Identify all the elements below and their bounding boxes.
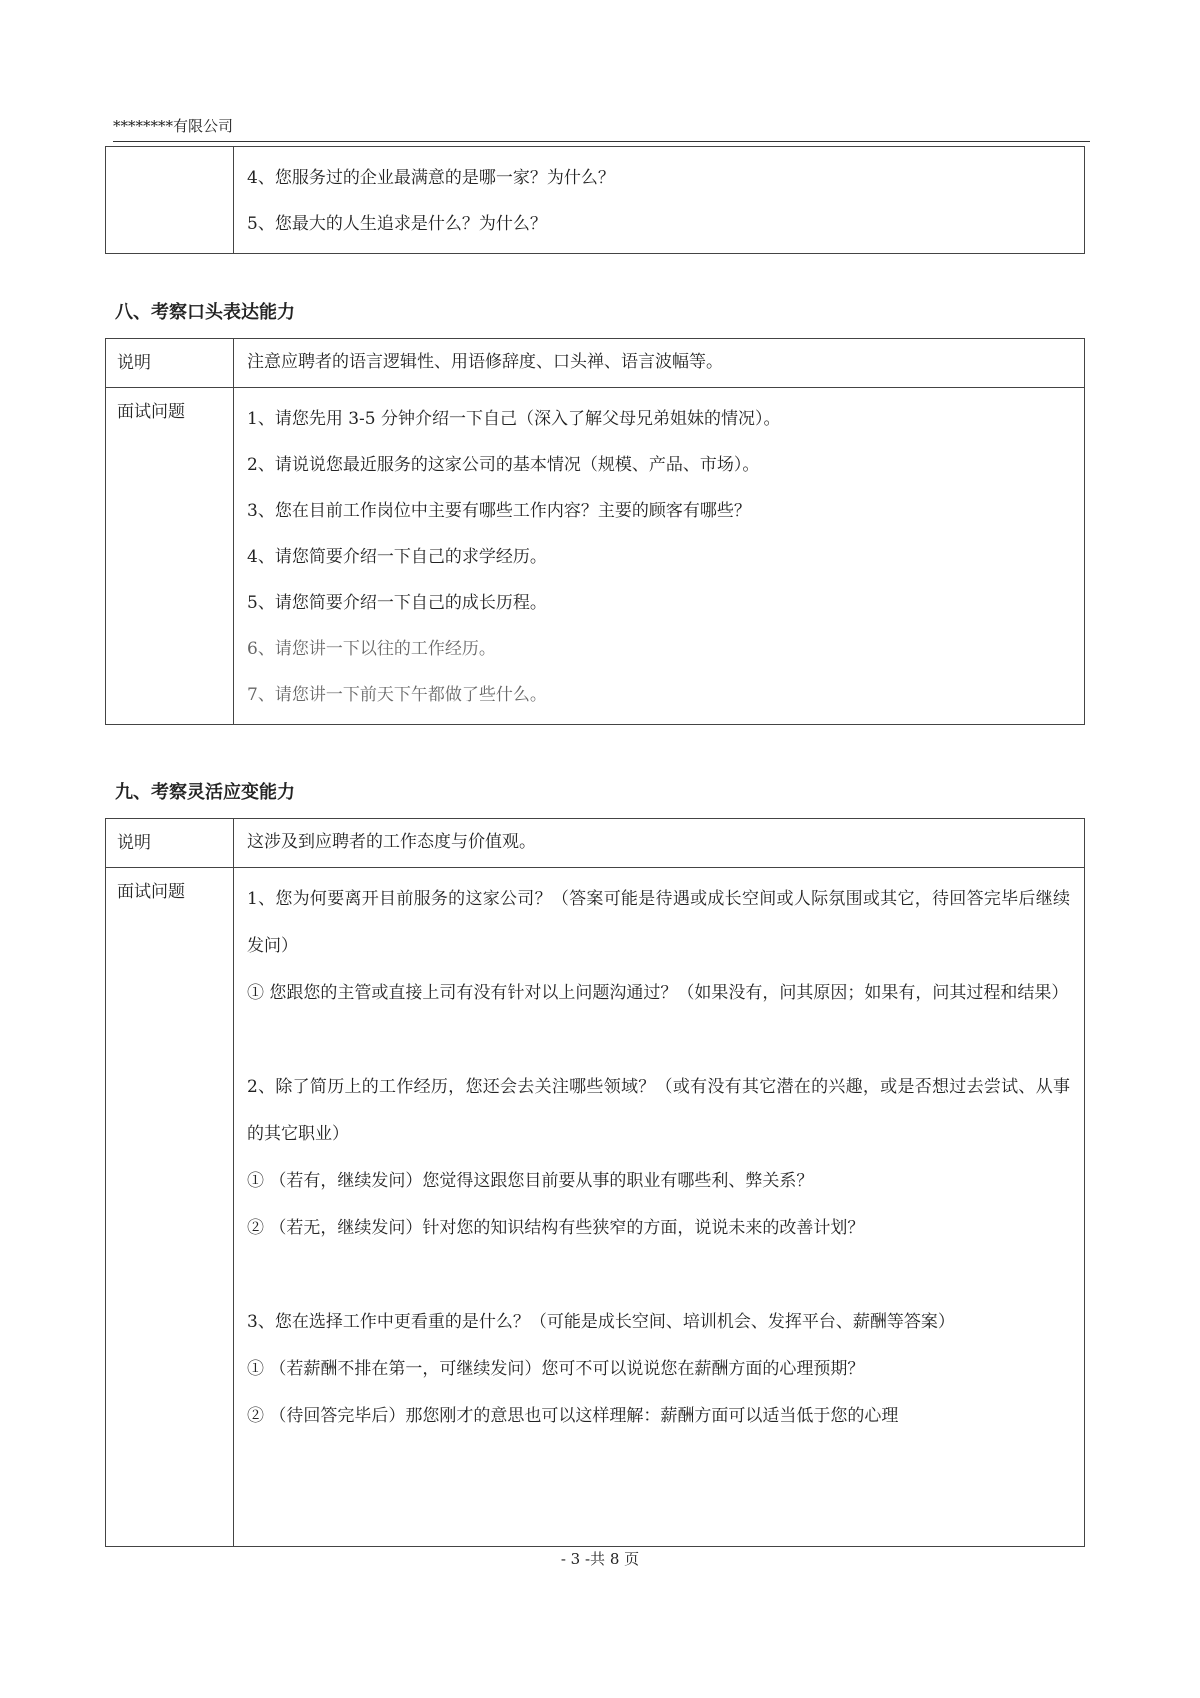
follow-up-paragraph: ② （待回答完毕后）那您刚才的意思也可以这样理解：薪酬方面可以适当低于您的心理 <box>247 1406 899 1426</box>
row-label-empty <box>106 147 234 254</box>
question-line: 2、请说说您最近服务的这家公司的基本情况（规模、产品、市场）。 <box>247 455 760 475</box>
company-name: ********有限公司 <box>113 117 234 135</box>
question-line: 5、您最大的人生追求是什么？为什么？ <box>247 214 547 234</box>
description-text: 这涉及到应聘者的工作态度与价值观。 <box>247 832 536 852</box>
row-content <box>234 339 1085 388</box>
row-content <box>234 147 1085 254</box>
section-title: 九、考察灵活应变能力 <box>115 782 295 803</box>
row-content <box>234 819 1085 868</box>
question-line: 6、请您讲一下以往的工作经历。 <box>247 639 496 659</box>
table-row <box>106 388 1085 725</box>
row-label: 面试问题 <box>106 388 234 725</box>
table-row <box>106 819 1085 868</box>
continued-table <box>105 146 1085 254</box>
table-row <box>106 868 1085 1547</box>
follow-up-paragraph: ① （若薪酬不排在第一，可继续发问）您可不可以说说您在薪酬方面的心理预期？ <box>247 1359 865 1379</box>
row-content <box>234 868 1085 1547</box>
description-text: 注意应聘者的语言逻辑性、用语修辞度、口头禅、语言波幅等。 <box>247 352 723 372</box>
question-paragraph: 3、您在选择工作中更看重的是什么？（可能是成长空间、培训机会、发挥平台、薪酬等答案） <box>247 1312 955 1332</box>
follow-up-paragraph: ① （若有，继续发问）您觉得这跟您目前要从事的职业有哪些利、弊关系？ <box>247 1171 814 1191</box>
question-line: 5、请您简要介绍一下自己的成长历程。 <box>247 593 547 613</box>
question-paragraph: 2、除了简历上的工作经历，您还会去关注哪些领域？（或有没有其它潜在的兴趣，或是否想过去尝试、从事的其它职业） <box>247 1077 1070 1144</box>
page-footer: - 3 -共 8 页 <box>560 1550 640 1568</box>
row-content <box>234 388 1085 725</box>
question-line: 1、请您先用 3-5 分钟介绍一下自己（深入了解父母兄弟姐妹的情况）。 <box>247 409 781 429</box>
follow-up-paragraph: ① 您跟您的主管或直接上司有没有针对以上问题沟通过？（如果没有，问其原因；如果有，问其过程和结果） <box>247 983 1069 1003</box>
table-row <box>106 339 1085 388</box>
question-line: 4、您服务过的企业最满意的是哪一家？为什么？ <box>247 168 615 188</box>
section8-table <box>105 338 1085 725</box>
spacer <box>247 1017 1070 1064</box>
page-header <box>113 115 1090 142</box>
question-line: 3、您在目前工作岗位中主要有哪些工作内容？主要的顾客有哪些？ <box>247 501 751 521</box>
row-label: 说明 <box>106 339 234 388</box>
follow-up-paragraph: ② （若无，继续发问）针对您的知识结构有些狭窄的方面，说说未来的改善计划？ <box>247 1218 865 1238</box>
row-label: 说明 <box>106 819 234 868</box>
question-line: 4、请您简要介绍一下自己的求学经历。 <box>247 547 547 567</box>
spacer <box>247 1252 1070 1299</box>
row-label: 面试问题 <box>106 868 234 1547</box>
section9-table <box>105 818 1085 1547</box>
section-title: 八、考察口头表达能力 <box>115 302 295 323</box>
question-line: 7、请您讲一下前天下午都做了些什么。 <box>247 685 547 705</box>
table-row <box>106 147 1085 254</box>
question-paragraph: 1、您为何要离开目前服务的这家公司？（答案可能是待遇或成长空间或人际氛围或其它，待回答完毕后继续发问） <box>247 889 1070 956</box>
